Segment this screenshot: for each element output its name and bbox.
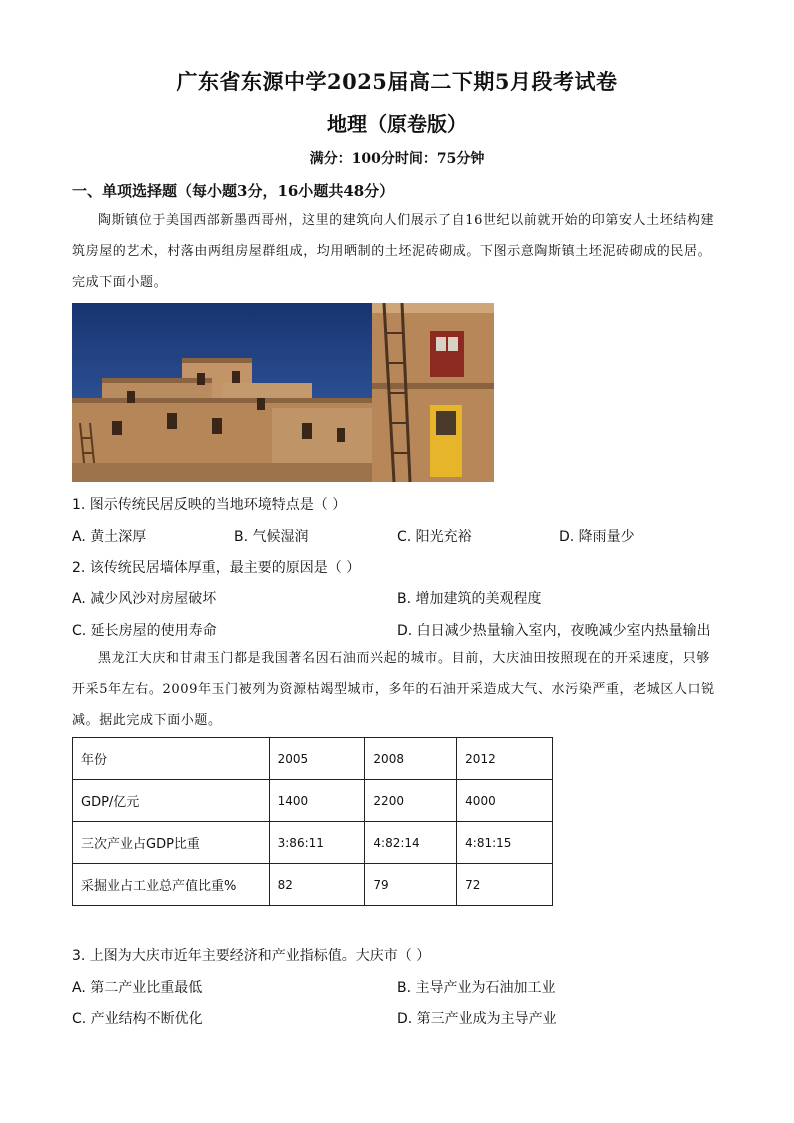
table-cell: 3:86:11 [269,822,365,864]
table-row-header: GDP/亿元 [73,780,270,822]
exam-title: 广东省东源中学2025届高二下期5月段考试卷 [176,69,618,94]
q1-option-d: D. 降雨量少 [559,529,635,545]
q3-option-d: D. 第三产业成为主导产业 [397,1011,557,1027]
q2-option-b: B. 增加建筑的美观程度 [397,591,542,607]
q1-option-c: C. 阳光充裕 [397,529,472,545]
q2-option-a: A. 减少风沙对房屋破坏 [72,591,217,607]
table-row [73,822,553,864]
section-heading: 一、单项选择题（每小题3分，16小题共48分） [72,182,395,200]
table-cell: 2200 [365,780,457,822]
score-time-line: 满分：100分时间：75分钟 [309,151,485,167]
q2-option-c: C. 延长房屋的使用寿命 [72,623,217,639]
q2-option-d: D. 白日减少热量输入室内，夜晚减少室内热量输出 [397,623,711,639]
pueblo-photo-right [372,303,494,482]
table-cell: 2012 [457,738,553,780]
q1-option-a: A. 黄土深厚 [72,529,147,545]
daqing-indicator-table [72,737,553,906]
question-1-stem: 1. 图示传统民居反映的当地环境特点是（ ） [72,497,347,513]
table-row [73,738,553,780]
q1-option-b: B. 气候湿润 [234,529,309,545]
table-row-header: 三次产业占GDP比重 [73,822,270,864]
table-cell: 72 [457,864,553,906]
table-cell: 79 [365,864,457,906]
q3-option-b: B. 主导产业为石油加工业 [397,980,556,996]
table-cell: 4:81:15 [457,822,553,864]
q3-option-c: C. 产业结构不断优化 [72,1011,203,1027]
adobe-doors-illustration [372,303,494,482]
table-cell: 82 [269,864,365,906]
table-cell: 4000 [457,780,553,822]
q3-option-a: A. 第二产业比重最低 [72,980,203,996]
table-row [73,864,553,906]
table-cell: 2005 [269,738,365,780]
table-cell: 4:82:14 [365,822,457,864]
question-2-stem: 2. 该传统民居墙体厚重，最主要的原因是（ ） [72,560,361,576]
pueblo-illustration [72,303,372,482]
passage-taos: 陶斯镇位于美国西部新墨西哥州，这里的建筑向人们展示了自16世纪以前就开始的印第安人土坯结构建筑房屋的艺术，村落由两组房屋群组成，均用晒制的土坯泥砖砌成。下图示意陶斯镇土坯泥砖砌成的民居。完成下面小题。 [72,213,715,290]
exam-subtitle: 地理（原卷版） [327,112,467,136]
table-row-header: 年份 [73,738,270,780]
pueblo-photo-left [72,303,372,482]
table-row-header: 采掘业占工业总产值比重% [73,864,270,906]
table-cell: 1400 [269,780,365,822]
table-cell: 2008 [365,738,457,780]
passage-daqing: 黑龙江大庆和甘肃玉门都是我国著名因石油而兴起的城市。目前，大庆油田按照现在的开采速度，只够开采5年左右。2009年玉门被列为资源枯竭型城市，多年的石油开采造成大气、水污染严重，老城区人口锐减。据此完成下面小题。 [72,651,715,728]
question-3-stem: 3. 上图为大庆市近年主要经济和产业指标值。大庆市（ ） [72,948,431,964]
table-row [73,780,553,822]
